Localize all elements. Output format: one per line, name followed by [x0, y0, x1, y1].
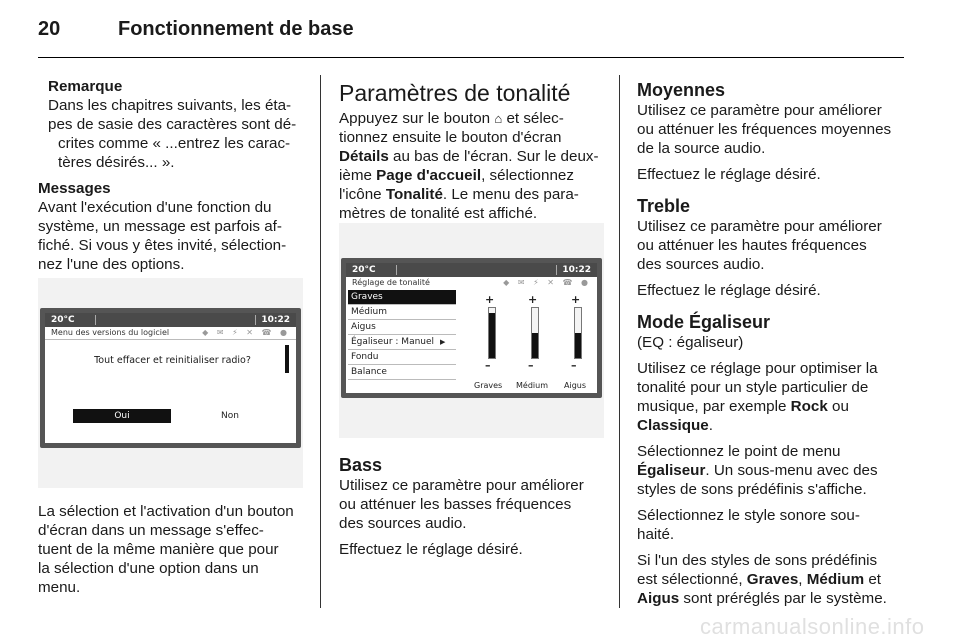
bass-line: ou atténuer les basses fréquences [339, 496, 572, 513]
column-1-after [38, 502, 313, 597]
menu-item-fondu[interactable]: Fondu [348, 350, 456, 365]
status-icons: ◆ ✉ ⚡ ✕ ☎ ● [202, 328, 290, 337]
intro-line: Appuyez sur le bouton ⌂ et sélec- [339, 110, 564, 127]
treble-line: ou atténuer les hautes fréquences [637, 237, 867, 254]
dialog-question: Tout effacer et reinitialiser radio? [94, 355, 251, 366]
slider-label: Aigus [564, 381, 587, 390]
menu-item-medium[interactable]: Médium [348, 305, 456, 320]
remark-title: Remarque [48, 78, 123, 95]
status-icons: ◆ ✉ ⚡ ✕ ☎ ● [503, 278, 591, 287]
messages-line: nez l'une des options. [38, 256, 185, 273]
remark-block [38, 77, 313, 172]
intro-line: ième Page d'accueil, sélectionnez [339, 167, 574, 184]
column-2-bass [339, 455, 611, 559]
slider-aigus[interactable] [574, 307, 582, 359]
menu-item-graves[interactable]: Graves [348, 290, 456, 305]
mid-adjust: Effectuez le réglage désiré. [637, 166, 821, 183]
no-button[interactable]: Non [221, 411, 239, 421]
intro-line: tionnez ensuite le bouton d'écran [339, 129, 562, 146]
page-title: Fonctionnement de base [118, 18, 354, 40]
menu-item-egaliseur[interactable]: Égaliseur : Manuel ▶ [348, 335, 456, 350]
status-bar [45, 313, 296, 327]
scrollbar[interactable] [285, 345, 289, 373]
remark-line: Dans les chapitres suivants, les éta- [48, 97, 292, 114]
yes-button[interactable]: Oui [73, 409, 171, 423]
eq-line: Utilisez ce réglage pour optimiser la [637, 360, 878, 377]
temperature-readout: 20°C [352, 265, 376, 275]
eq-line: Sélectionnez le point de menu [637, 443, 841, 460]
after-line: menu. [38, 579, 81, 596]
messages-line: système, un message est parfois af- [38, 218, 282, 235]
intro-line: mètres de tonalité est affiché. [339, 205, 538, 222]
column-2 [339, 80, 611, 223]
eq-line: Classique. [637, 417, 713, 434]
slider-graves[interactable] [488, 307, 496, 359]
treble-title: Treble [637, 196, 691, 216]
column-divider-2 [619, 75, 620, 608]
remark-line: pes de sasie des caractères sont dé- [48, 116, 297, 133]
after-line: d'écran dans un message s'effec- [38, 522, 264, 539]
messages-line: Avant l'exécution d'une fonction du [38, 199, 272, 216]
display-frame [40, 308, 301, 448]
section-title: Paramètres de tonalité [339, 80, 571, 106]
screen-header [346, 277, 597, 289]
slider-medium[interactable] [531, 307, 539, 359]
clock-readout: 10:22 [261, 315, 290, 325]
bass-line: Utilisez ce paramètre pour améliorer [339, 477, 584, 494]
eq-line: Si l'un des styles de sons prédéfinis [637, 552, 878, 569]
eq-line: Aigus sont préréglés par le système. [637, 590, 887, 607]
slider-label: Graves [474, 381, 503, 390]
screen-header [45, 327, 296, 340]
page-number: 20 [38, 18, 61, 40]
slider-medium-fill [532, 333, 538, 358]
temperature-readout: 20°C [51, 315, 75, 325]
after-line: tuent de la même manière que pour [38, 541, 279, 558]
treble-line: des sources audio. [637, 256, 765, 273]
treble-line: Utilisez ce paramètre pour améliorer [637, 218, 882, 235]
minus-icon: – [485, 359, 491, 372]
eq-line: styles de sons prédéfinis s'affiche. [637, 481, 867, 498]
plus-icon: + [528, 293, 538, 306]
mid-line: de la source audio. [637, 140, 766, 157]
mid-line: Utilisez ce paramètre pour améliorer [637, 102, 882, 119]
status-bar [346, 263, 597, 277]
bass-title: Bass [339, 455, 383, 475]
menu-item-balance[interactable]: Balance [348, 365, 456, 380]
mid-line: ou atténuer les fréquences moyennes [637, 121, 892, 138]
bass-adjust: Effectuez le réglage désiré. [339, 541, 523, 558]
minus-icon: – [528, 359, 534, 372]
screen-header-label: Réglage de tonalité [352, 278, 430, 287]
column-3 [637, 80, 907, 608]
column-1 [38, 77, 313, 274]
mid-title: Moyennes [637, 80, 726, 100]
eq-line: haité. [637, 526, 675, 543]
eq-line: Sélectionnez le style sonore sou- [637, 507, 860, 524]
home-icon: ⌂ [494, 111, 503, 126]
after-line: La sélection et l'activation d'un bouton [38, 503, 294, 520]
eq-subtitle: (EQ : égaliseur) [637, 334, 744, 351]
messages-title: Messages [38, 180, 111, 197]
header-rule [38, 57, 904, 58]
plus-icon: + [485, 293, 495, 306]
screen-header-label: Menu des versions du logiciel [51, 328, 170, 337]
play-arrow-icon: ▶ [440, 338, 446, 346]
eq-title: Mode Égaliseur [637, 312, 771, 332]
remark-line: tères désirés... ». [58, 154, 175, 171]
messages-line: fiché. Si vous y êtes invité, sélection- [38, 237, 287, 254]
menu-item-aigus[interactable]: Aigus [348, 320, 456, 335]
plus-icon: + [571, 293, 581, 306]
treble-adjust: Effectuez le réglage désiré. [637, 282, 821, 299]
eq-line: Égaliseur. Un sous-menu avec des [637, 462, 878, 479]
screen-illustration-2 [339, 223, 604, 438]
eq-line: est sélectionné, Graves, Médium et [637, 571, 882, 588]
eq-line: tonalité pour un style particulier de [637, 379, 869, 396]
bass-line: des sources audio. [339, 515, 467, 532]
eq-line: musique, par exemple Rock ou [637, 398, 849, 415]
display-frame [341, 258, 602, 398]
after-line: la sélection d'une option dans un [38, 560, 259, 577]
intro-line: l'icône Tonalité. Le menu des para- [339, 186, 579, 203]
clock-readout: 10:22 [562, 265, 591, 275]
slider-aigus-fill [575, 333, 581, 358]
watermark: carmanualsonline.info [700, 614, 925, 639]
slider-graves-fill [489, 313, 495, 358]
intro-line: Détails au bas de l'écran. Sur le deux- [339, 148, 599, 165]
screen-illustration-1 [38, 278, 303, 488]
remark-line: crites comme « ...entrez les carac- [58, 135, 291, 152]
slider-label: Médium [516, 381, 548, 390]
column-divider-1 [320, 75, 321, 608]
minus-icon: – [571, 359, 577, 372]
